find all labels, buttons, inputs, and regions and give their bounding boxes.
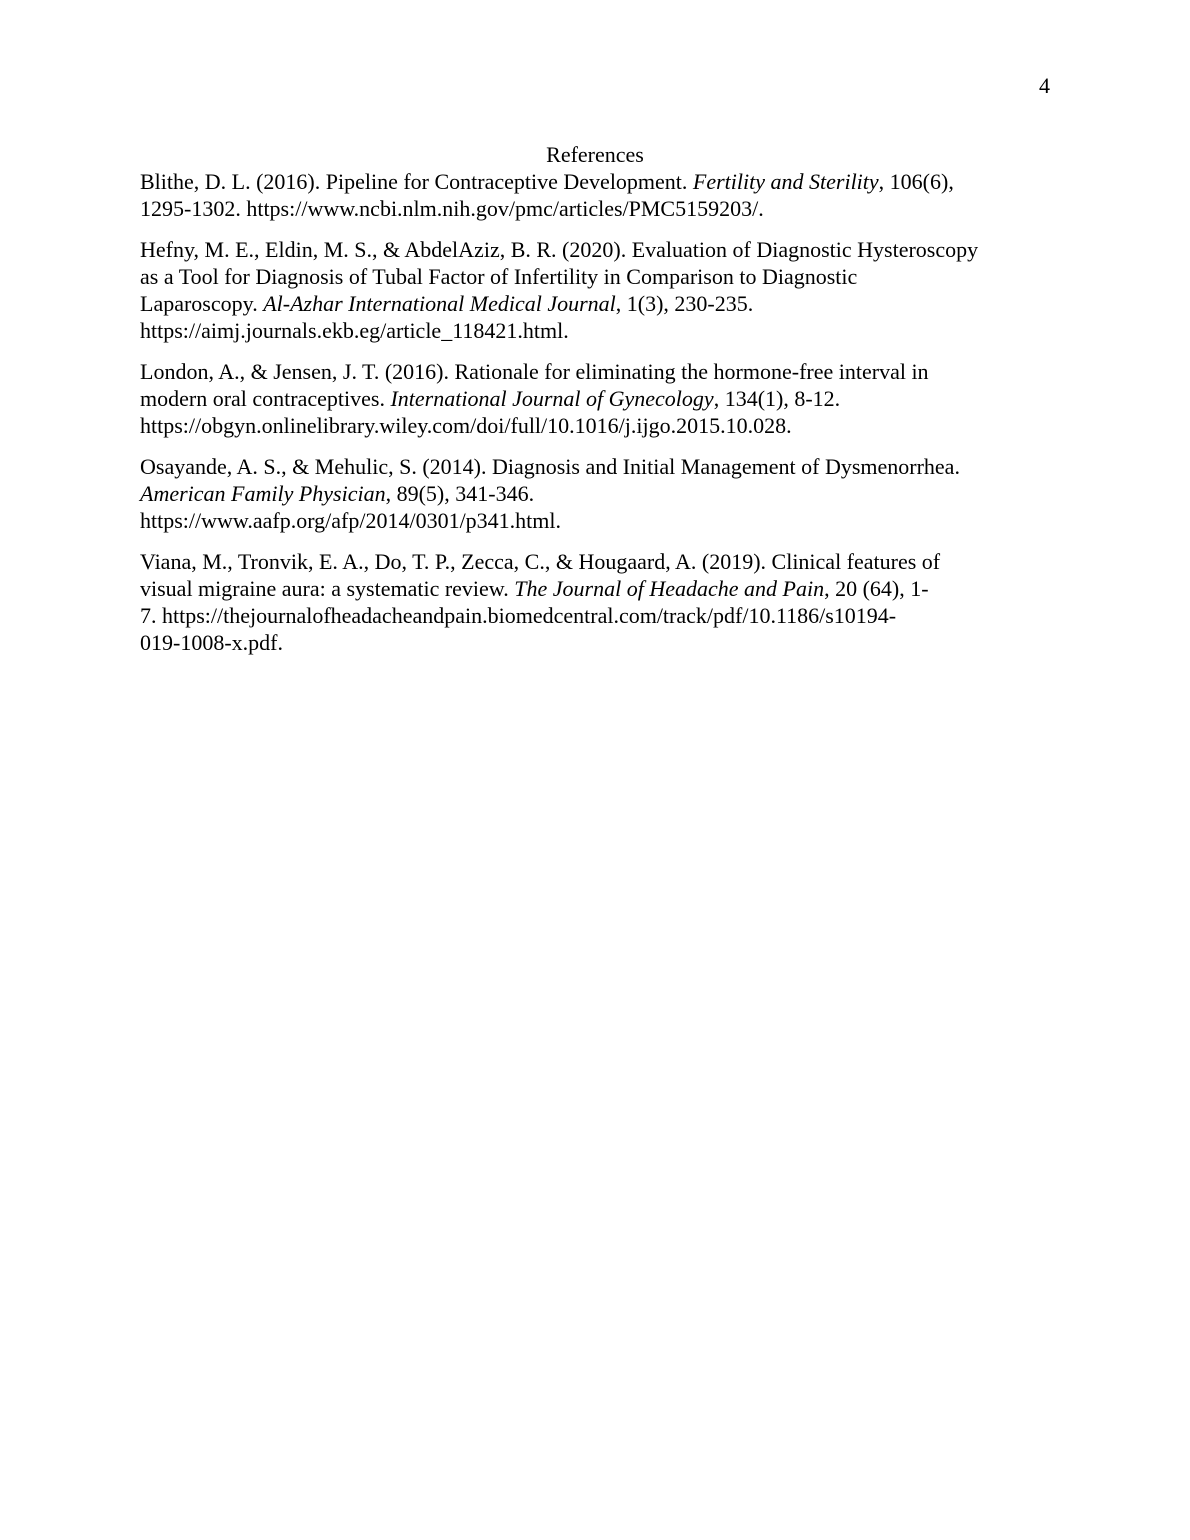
reference-line (140, 548, 1050, 575)
reference-line (140, 385, 1050, 412)
reference-text: 019-1008-x.pdf. (140, 630, 283, 655)
reference-text: visual migraine aura: a systematic review. (140, 576, 515, 601)
reference-line (140, 263, 1050, 290)
reference-text: , 89(5), 341-346. (385, 481, 535, 506)
reference-line (140, 507, 1050, 534)
reference-text: https://www.aafp.org/afp/2014/0301/p341.html. (140, 508, 562, 533)
reference-text: , 106(6), (878, 169, 954, 194)
reference-line (140, 412, 1050, 439)
journal-title: Fertility and Sterility (692, 169, 879, 194)
reference-entry (140, 358, 1050, 439)
reference-line (140, 168, 1050, 195)
reference-list (140, 168, 1050, 670)
reference-text: 1295-1302. https://www.ncbi.nlm.nih.gov/pmc/articles/PMC5159203/. (140, 196, 764, 221)
reference-text: Viana, M., Tronvik, E. A., Do, T. P., Zecca, C., & Hougaard, A. (2019). Clinical features of (140, 549, 941, 574)
reference-text: Hefny, M. E., Eldin, M. S., & AbdelAziz, B. R. (2020). Evaluation of Diagnostic Hysteroscopy (140, 237, 979, 262)
reference-entry (140, 168, 1050, 222)
reference-line (140, 453, 1050, 480)
journal-title: Al-Azhar International Medical Journal (263, 291, 616, 316)
reference-line (140, 317, 1050, 344)
reference-text: Blithe, D. L. (2016). Pipeline for Contraceptive Development. (140, 169, 693, 194)
references-heading: References (546, 142, 644, 167)
reference-text: Osayande, A. S., & Mehulic, S. (2014). Diagnosis and Initial Management of Dysmenorrhea. (140, 454, 960, 479)
reference-text: as a Tool for Diagnosis of Tubal Factor of Infertility in Comparison to Diagnostic (140, 264, 858, 289)
reference-text: , 134(1), 8-12. (713, 386, 841, 411)
reference-text: https://obgyn.onlinelibrary.wiley.com/doi/full/10.1016/j.ijgo.2015.10.028. (140, 413, 792, 438)
reference-text: https://aimj.journals.ekb.eg/article_118421.html. (140, 318, 569, 343)
reference-line (140, 575, 1050, 602)
reference-line (140, 358, 1050, 385)
reference-text: modern oral contraceptives. (140, 386, 391, 411)
page-number: 4 (1039, 73, 1050, 98)
reference-text: , 20 (64), 1- (824, 576, 929, 601)
journal-title: The Journal of Headache and Pain (514, 576, 825, 601)
journal-title: American Family Physician (140, 481, 386, 506)
reference-entry (140, 236, 1050, 344)
reference-entry (140, 453, 1050, 534)
reference-line (140, 195, 1050, 222)
reference-line (140, 602, 1050, 629)
reference-line (140, 290, 1050, 317)
reference-line (140, 629, 1050, 656)
reference-line (140, 236, 1050, 263)
reference-entry (140, 548, 1050, 656)
journal-title: International Journal of Gynecology (390, 386, 714, 411)
reference-text: Laparoscopy. (140, 291, 264, 316)
reference-line (140, 480, 1050, 507)
reference-text: , 1(3), 230-235. (615, 291, 754, 316)
reference-text: London, A., & Jensen, J. T. (2016). Rationale for eliminating the hormone-free interval in (140, 359, 929, 384)
reference-text: 7. https://thejournalofheadacheandpain.biomedcentral.com/track/pdf/10.1186/s10194- (140, 603, 897, 628)
